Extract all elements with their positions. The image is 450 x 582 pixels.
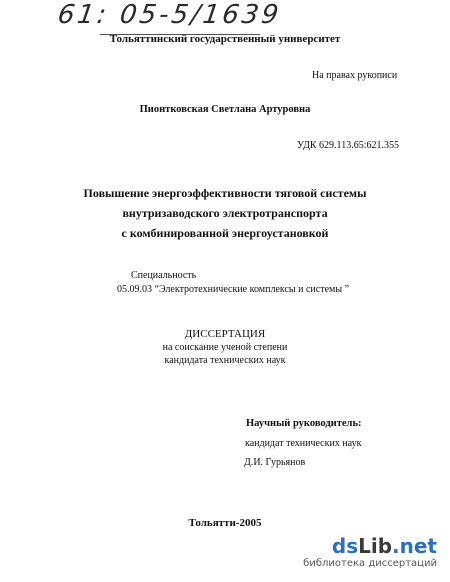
watermark-subtitle: библиотека диссертаций	[303, 558, 437, 569]
degree-line-1: на соискание ученой степени	[162, 342, 288, 353]
watermark-net: .net	[392, 534, 437, 558]
dissertation-title	[0, 183, 450, 243]
specialty-code: 05.09.03 “Электротехнические комплексы и системы ”	[117, 284, 350, 295]
advisor-degree: кандидат технических наук	[245, 438, 362, 449]
watermark-logo	[332, 534, 437, 558]
handwritten-registration-number: 61: 05-5/1639	[55, 0, 284, 30]
dissertation-subtitle	[0, 341, 450, 367]
rights-note: На правах рукописи	[312, 70, 398, 81]
watermark-ds: ds	[331, 534, 359, 558]
udc-code: УДК 629.113.65:621.355	[297, 140, 399, 151]
degree-line-2: кандидата технических наук	[164, 355, 286, 366]
dslib-watermark	[300, 532, 445, 578]
advisor-heading: Научный руководитель:	[246, 418, 362, 429]
title-line-1: Повышение энергоэффективности тяговой системы	[83, 186, 367, 200]
city-year: Тольятти-2005	[188, 517, 262, 529]
university-name: Тольяттинский государственный университет	[109, 33, 341, 45]
specialty-label: Специальность	[131, 270, 197, 281]
watermark-lib: Lib	[358, 534, 393, 558]
title-line-3: с комбинированной энергоустановкой	[121, 226, 329, 240]
author-name: Пионтковская Светлана Артуровна	[139, 104, 311, 115]
title-line-2: внутризаводского электротранспорта	[122, 206, 328, 220]
advisor-name: Д.И. Гурьянов	[244, 457, 306, 468]
dissertation-heading: ДИССЕРТАЦИЯ	[184, 328, 266, 340]
